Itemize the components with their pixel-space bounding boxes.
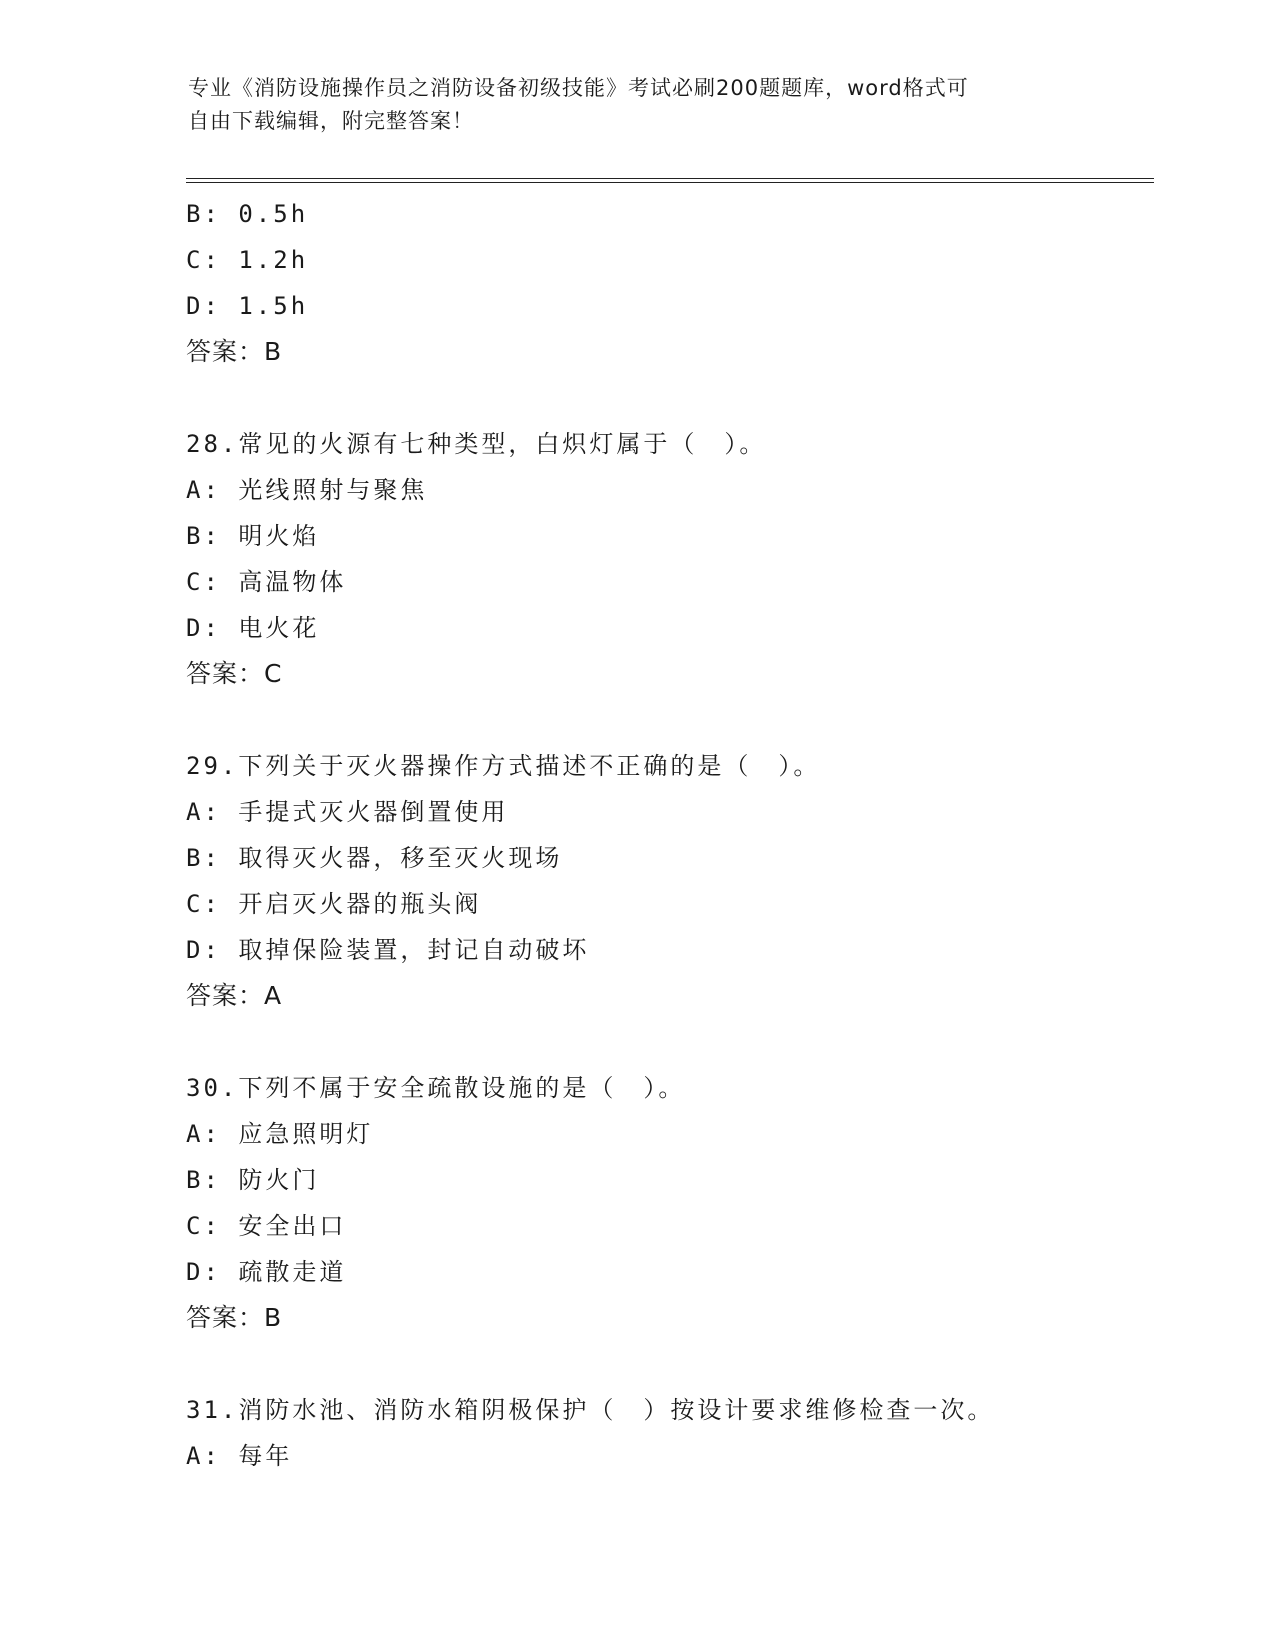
option-b: B: 明火焰 [186,522,320,550]
question-29 [186,743,1154,1019]
header-line-2: 自由下载编辑，附完整答案！ [188,109,474,133]
option-c: C: 高温物体 [186,568,347,596]
question-stem: 29.下列关于灭火器操作方式描述不正确的是（ ）。 [186,752,821,780]
question-30 [186,1065,1154,1341]
header-divider [186,178,1154,183]
option-c: C: 安全出口 [186,1212,347,1240]
option-c: C: 1.2h [186,246,309,274]
question-31 [186,1387,1154,1479]
option-b: B: 取得灭火器，移至灭火现场 [186,844,563,872]
page-header [188,72,1068,138]
question-28 [186,421,1154,697]
spacer [186,375,1154,421]
question-list [186,191,1154,1479]
option-d: D: 取掉保险装置，封记自动破坏 [186,936,590,964]
option-d: D: 1.5h [186,292,309,320]
option-d: D: 电火花 [186,614,320,642]
option-d: D: 疏散走道 [186,1258,347,1286]
question-stem: 28.常见的火源有七种类型，白炽灯属于（ ）。 [186,430,767,458]
question-stem: 30.下列不属于安全疏散设施的是（ ）。 [186,1074,686,1102]
answer: 答案：B [186,1303,283,1332]
answer: 答案：A [186,981,283,1010]
spacer [186,1341,1154,1387]
option-a: A: 光线照射与聚焦 [186,476,428,504]
answer: 答案：B [186,337,283,366]
option-c: C: 开启灭火器的瓶头阀 [186,890,482,918]
option-b: B: 0.5h [186,200,309,228]
option-a: A: 应急照明灯 [186,1120,374,1148]
question-stem: 31.消防水池、消防水箱阴极保护（ ）按设计要求维修检查一次。 [186,1396,995,1424]
option-b: B: 防火门 [186,1166,320,1194]
answer: 答案：C [186,659,283,688]
spacer [186,1019,1154,1065]
option-a: A: 手提式灭火器倒置使用 [186,798,509,826]
header-line-1: 专业《消防设施操作员之消防设备初级技能》考试必刷200题题库，word格式可 [188,76,969,100]
option-a: A: 每年 [186,1442,293,1470]
spacer [186,697,1154,743]
question-27-tail [186,191,1154,375]
